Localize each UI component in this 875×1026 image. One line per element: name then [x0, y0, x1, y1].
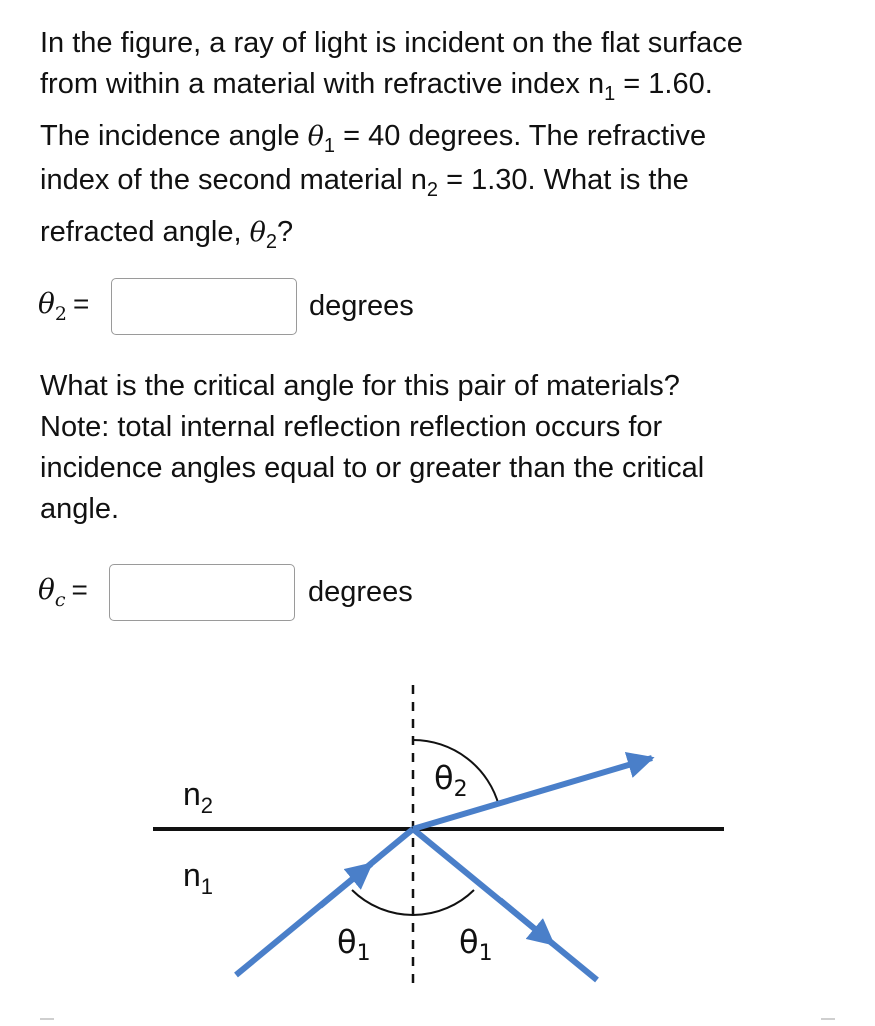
theta2-answer-label: $\theta_2$ =	[38, 287, 90, 325]
critical-angle-answer-label: $\theta_c$ =	[38, 573, 88, 611]
page-corner-left	[40, 1018, 54, 1026]
theta1-right-label: $\theta_1$	[459, 923, 493, 966]
question-1-line-5: refracted angle, $\theta_2$?	[40, 216, 294, 253]
reflected-ray-arrow	[500, 900, 553, 944]
question-2-line-3: incidence angles equal to or greater than the critical	[40, 452, 705, 484]
theta2-label: $\theta_2$	[434, 759, 468, 802]
theta2-answer-input[interactable]	[111, 278, 297, 335]
question-2-line-1: What is the critical angle for this pair of materials?	[40, 370, 680, 402]
question-2-line-2: Note: total internal reflection reflection occurs for	[40, 411, 663, 443]
question-1-text	[40, 23, 840, 256]
theta1-left-label: $\theta_1$	[337, 923, 371, 966]
question-1-line-2: from within a material with refractive index $n_1 = 1.60$.	[40, 68, 713, 105]
question-1-line-1: In the figure, a ray of light is incident on the flat surface	[40, 27, 743, 59]
question-1-line-3: The incidence angle $\theta_1 = 40$ degrees. The refractive	[40, 120, 707, 157]
critical-angle-unit-label: degrees	[308, 576, 413, 608]
question-2-line-4: angle.	[40, 493, 120, 525]
question-1-line-4: index of the second material $n_2 = 1.30$. What is the	[40, 164, 689, 201]
n1-label: $n_1$	[183, 857, 214, 899]
critical-angle-answer-input[interactable]	[109, 564, 295, 621]
n2-label: $n_2$	[183, 776, 214, 818]
page-corner-right	[821, 1018, 835, 1026]
question-2-text	[40, 366, 830, 530]
theta2-unit-label: degrees	[309, 290, 414, 322]
refraction-figure	[0, 670, 875, 1000]
